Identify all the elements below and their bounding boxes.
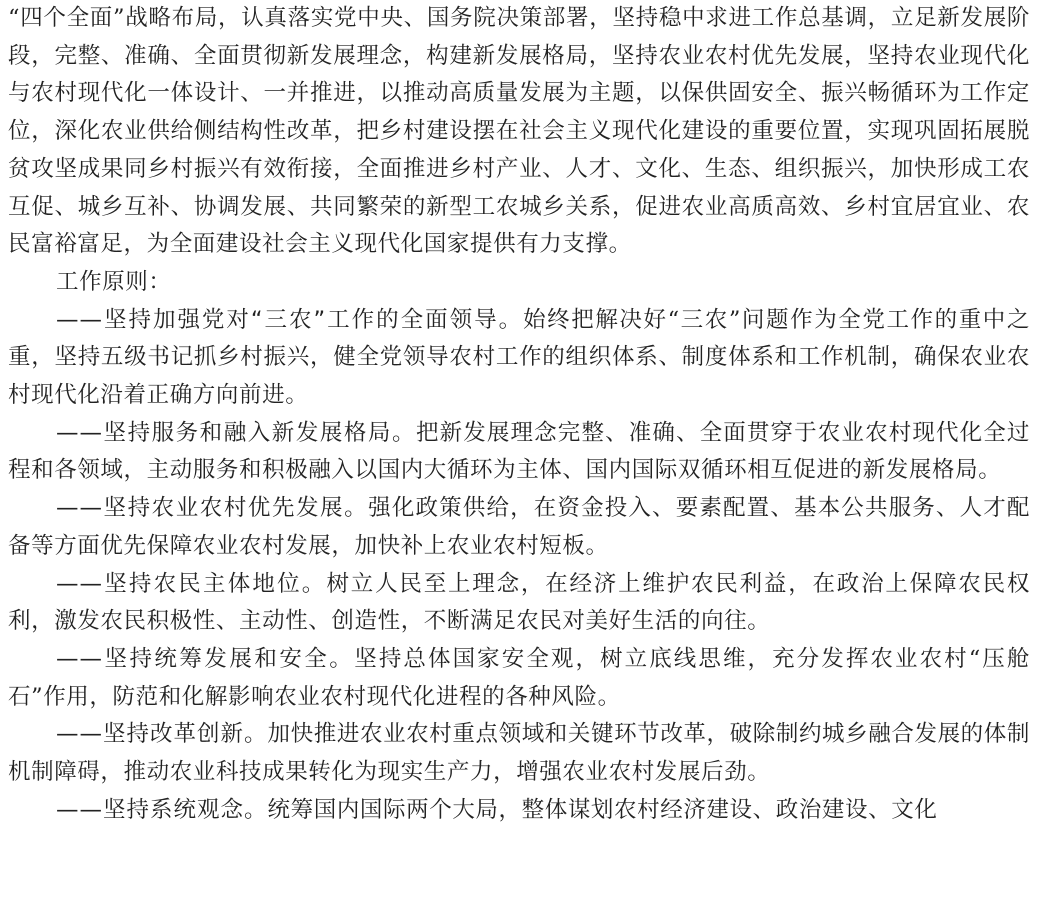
principle-body-1: 始终把解决好“三农”问题作为全党工作的重中之重，坚持五级书记抓乡村振兴，健全党领导农村工作的组织体系、制度体系和工作机制，确保农业农村现代化沿着正确方向前进。: [8, 306, 1030, 409]
principle-lead-5: ——坚持统筹发展和安全。: [56, 645, 355, 672]
intro-paragraph: “四个全面”战略布局，认真落实党中央、国务院决策部署，坚持稳中求进工作总基调，立足新发展阶段，完整、准确、全面贯彻新发展理念，构建新发展格局，坚持农业农村优先发展，坚持农业现代化与农村现代化一体设计、一并推进，以推动高质量发展为主题，以保供固安全、振兴畅循环为工作定位，深化农业供给侧结构性改革，把乡村建设摆在社会主义现代化建设的重要位置，实现巩固拓展脱贫攻坚成果同乡村振兴有效衔接，全面推进乡村产业、人才、文化、生态、组织振兴，加快形成工农互促、城乡互补、协调发展、共同繁荣的新型工农城乡关系，促进农业高质高效、乡村宜居宜业、农民富裕富足，为全面建设社会主义现代化国家提供有力支撑。: [8, 5, 1030, 258]
principle-lead-4: ——坚持农民主体地位。: [56, 570, 327, 597]
principle-body-6: 加快推进农业农村重点领域和关键环节改革，破除制约城乡融合发展的体制机制障碍，推动农业科技成果转化为现实生产力，增强农业农村发展后劲。: [8, 721, 1030, 786]
principle-paragraph-4: [8, 566, 1030, 641]
principle-lead-2: ——坚持服务和融入新发展格局。: [56, 419, 416, 446]
principle-lead-1: ——坚持加强党对“三农”工作的全面领导。: [56, 306, 524, 333]
principle-body-2: 把新发展理念完整、准确、全面贯穿于农业农村现代化全过程和各领域，主动服务和积极融入以国内大循环为主体、国内国际双循环相互促进的新发展格局。: [8, 419, 1030, 484]
principle-lead-7: ——坚持系统观念。: [56, 796, 268, 823]
principle-paragraph-1: [8, 302, 1030, 415]
principle-lead-3: ——坚持农业农村优先发展。: [56, 495, 369, 522]
principle-body-3: 强化政策供给，在资金投入、要素配置、基本公共服务、人才配备等方面优先保障农业农村发展，加快补上农业农村短板。: [8, 495, 1030, 559]
principle-paragraph-3: [8, 490, 1030, 565]
principle-body-4: 树立人民至上理念，在经济上维护农民利益，在政治上保障农民权利，激发农民积极性、主动性、创造性，不断满足农民对美好生活的向往。: [8, 570, 1030, 635]
principle-paragraph-5: [8, 641, 1030, 716]
principle-body-5: 坚持总体国家安全观，树立底线思维，充分发挥农业农村“压舱石”作用，防范和化解影响农业农村现代化进程的各种风险。: [8, 645, 1030, 710]
principles-heading: 工作原则：: [56, 268, 172, 295]
principle-lead-6: ——坚持改革创新。: [56, 721, 268, 748]
principle-paragraph-6: [8, 716, 1030, 791]
document-body: [8, 0, 1030, 829]
principle-paragraph-7: [8, 792, 1030, 830]
principle-paragraph-2: [8, 415, 1030, 490]
principle-body-7: 统筹国内国际两个大局，整体谋划农村经济建设、政治建设、文化: [267, 796, 938, 823]
